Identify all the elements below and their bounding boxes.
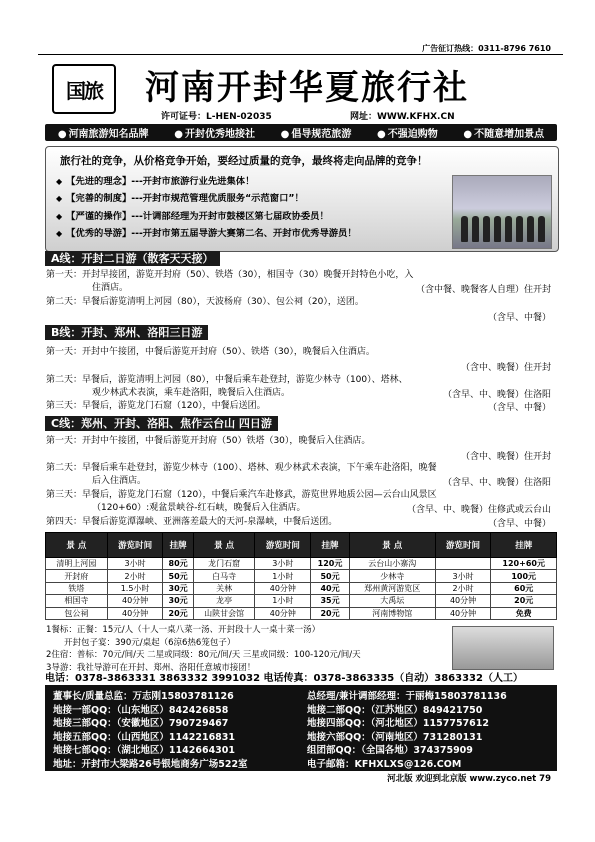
tagline-bar <box>45 124 557 141</box>
logo-text: 国旅 <box>66 78 102 103</box>
service-notes <box>46 624 361 674</box>
table-cell: 2小时 <box>107 570 163 582</box>
table-cell: 3小时 <box>107 558 163 570</box>
contact-item: 地接六部QQ：（河南地区）731280131 <box>307 731 483 743</box>
table-cell: 龙亭 <box>193 595 255 607</box>
route-b-day2-meals: （含早、中、晚餐）住洛阳 <box>442 390 551 400</box>
table-cell: 开封府 <box>46 570 108 582</box>
route-c-day4-meals: （含早、中餐） <box>487 519 551 529</box>
advantage-item: ◆ 【先进的理念】---开封市旅游行业先进集体！ <box>56 173 357 190</box>
license-number: 许可证号：L-HEN-02035 <box>161 112 272 122</box>
table-cell: 80元 <box>163 558 193 570</box>
route-c-day1-meals: （含中、晚餐）住开封 <box>460 452 551 462</box>
contact-item: 地接二部QQ：（江苏地区）849421750 <box>307 704 483 716</box>
table-cell: 40分钟 <box>255 582 311 594</box>
route-c-day3-cont: （120+60）:观盆景峡谷-红石峡，晚餐后入住酒店。 <box>92 503 306 513</box>
table-header-cell: 景 点 <box>46 533 108 558</box>
table-cell: 50元 <box>163 570 193 582</box>
table-cell: 山陕甘会馆 <box>193 607 255 619</box>
table-cell: 相国寺 <box>46 595 108 607</box>
top-divider <box>38 54 563 55</box>
route-b-title: B线：开封、郑州、洛阳三日游 <box>45 325 208 340</box>
contact-item: 地址：开封市大梁路26号银地商务广场522室 <box>53 759 248 770</box>
table-cell: 3小时 <box>255 558 311 570</box>
guide-team-photo <box>452 175 552 249</box>
website-link[interactable]: 网址：WWW.KFHX.CN <box>350 112 455 122</box>
table-cell: 40分钟 <box>435 595 491 607</box>
table-cell: 40分钟 <box>107 607 163 619</box>
route-b-day1-meals: （含中、晚餐）住开封 <box>460 363 551 373</box>
table-cell: 30元 <box>163 595 193 607</box>
table-cell: 3小时 <box>435 570 491 582</box>
tag-item: ● 河南旅游知名品牌 <box>58 125 149 140</box>
company-name: 河南开封华夏旅行社 <box>145 68 469 108</box>
table-cell: 40分钟 <box>435 607 491 619</box>
table-row <box>46 558 557 570</box>
table-cell: 铁塔 <box>46 582 108 594</box>
table-cell: 20元 <box>491 595 557 607</box>
table-cell: 白马寺 <box>193 570 255 582</box>
phone-numbers: 电话：0378-3863331 3863332 3991032 电话传真：0378-3863335（自动）3863332（人工） <box>45 673 523 684</box>
table-cell: 60元 <box>491 582 557 594</box>
route-a-day2: 第二天：早餐后游览清明上河园（80），天波杨府（30）、包公祠（20），送团。 <box>46 297 364 307</box>
table-cell: 2小时 <box>435 582 491 594</box>
note-banquet: 开封包子宴：390元/桌起（6涼6热6笼包子） <box>64 637 236 648</box>
table-row <box>46 582 557 594</box>
tag-item: ● 不随意增加景点 <box>463 125 544 140</box>
route-c-title: C线：郑州、开封、洛阳、焦作云台山 四日游 <box>45 416 278 431</box>
route-c-day1: 第一天：开封中午接团，中餐后游览开封府（50）铁塔（30），晚餐后入住酒店。 <box>46 436 371 446</box>
note-hotel: 2住宿：普标：70元/间/天 二星或同级：80元/间/天 三星或同级：100-120元/间/天 <box>46 650 361 660</box>
advantage-item: ◆ 【完善的制度】---开封市规范管理优质服务“示范窗口”！ <box>56 190 357 207</box>
table-cell: 30元 <box>163 582 193 594</box>
table-cell: 河南博物馆 <box>349 607 435 619</box>
company-slogan: 旅行社的竞争，从价格竞争开始，要经过质量的竞争，最终将走向品牌的竞争！ <box>60 155 428 167</box>
contact-item: 地接五部QQ：（山西地区）1142216831 <box>53 731 236 743</box>
advantage-list <box>56 173 357 243</box>
route-c-day4: 第四天：早餐后游览潭瀑峡、亚洲落差最大的天河-泉瀑峡，中餐后送团。 <box>46 517 338 527</box>
table-cell: 20元 <box>163 607 193 619</box>
contact-item: 总经理/兼计调部经理：于丽梅15803781136 <box>307 691 507 702</box>
tag-item: ● 不强迫购物 <box>377 125 438 140</box>
contact-panel <box>45 685 557 771</box>
table-cell: 大禹坛 <box>349 595 435 607</box>
table-cell: 120+60元 <box>491 558 557 570</box>
advantage-item: ◆ 【严谨的操作】---计调部经理为开封市鼓楼区第七届政协委员！ <box>56 208 357 225</box>
table-cell: 1小时 <box>255 570 311 582</box>
table-header-cell: 挂牌 <box>311 533 350 558</box>
table-header-cell: 景 点 <box>193 533 255 558</box>
table-header-cell: 游览时间 <box>255 533 311 558</box>
landmark-building-image <box>452 626 554 670</box>
table-header-cell: 挂牌 <box>491 533 557 558</box>
tag-item: ● 开封优秀地接社 <box>174 125 255 140</box>
contact-item: 地接三部QQ：（安徽地区）790729467 <box>53 718 229 730</box>
note-meals: 1餐标：正餐：15元/人（十人一桌八菜一汤、开封段十人一桌十菜一汤） <box>46 625 321 635</box>
table-cell: 关林 <box>193 582 255 594</box>
company-logo <box>52 64 116 114</box>
table-cell: 120元 <box>311 558 350 570</box>
tag-item: ● 倡导规范旅游 <box>281 125 352 140</box>
contact-item: 董事长/质量总监：万志刚15803781126 <box>53 691 234 702</box>
contact-item: 地接一部QQ：（山东地区）842426858 <box>53 704 229 716</box>
table-cell: 100元 <box>491 570 557 582</box>
route-b-day3: 第三天：早餐后，游览龙门石窟（120），中餐后送团。 <box>46 401 266 411</box>
route-b-day2: 第二天：早餐后，游览清明上河园（80），中餐后乘车赴登封，游览少林寺（100）、塔林、 <box>46 375 408 385</box>
table-cell: 少林寺 <box>349 570 435 582</box>
route-c-day2: 第二天：早餐后乘车赴登封，游览少林寺（100）、塔林、观少林武术表演，下午乘车赴洛阳，晚餐 <box>46 463 437 473</box>
route-c-day3-meals: （含早、中、晚餐）住修武或云台山 <box>406 505 551 515</box>
table-cell: 1.5小时 <box>107 582 163 594</box>
route-a-day1: 第一天：开封早接团，游览开封府（50）、铁塔（30），相国寺（30）晚餐开封特色小吃，入 <box>46 270 414 280</box>
table-cell: 1小时 <box>255 595 311 607</box>
table-cell: 40分钟 <box>255 607 311 619</box>
table-cell: 龙门石窟 <box>193 558 255 570</box>
table-row <box>46 570 557 582</box>
table-cell: 云台山小寨沟 <box>349 558 435 570</box>
advantage-item: ◆ 【优秀的导游】---开封市第五届导游大赛第二名、开封市优秀导游员！ <box>56 225 357 242</box>
table-cell: 20元 <box>311 607 350 619</box>
table-header-cell: 游览时间 <box>107 533 163 558</box>
table-header-cell: 游览时间 <box>435 533 491 558</box>
route-b-day3-meals: （含早、中餐） <box>487 403 551 413</box>
contact-item: 地接七部QQ：（湖北地区）1142664301 <box>53 745 236 757</box>
note-guide: 3导游：我社导游可在开封、郑州、洛阳任意城市接团！ <box>46 662 256 673</box>
table-cell: 40元 <box>311 582 350 594</box>
ad-hotline: 广告征订热线：0311-8796 7610 <box>422 44 551 53</box>
route-a-day1-cont: 住酒店。 <box>92 283 129 293</box>
route-a-title: A线：开封二日游（散客天天接） <box>45 251 220 266</box>
table-cell: 包公祠 <box>46 607 108 619</box>
route-c-day3: 第三天：早餐后，游览龙门石窟（120），中餐后乘汽车赴修武，游览世界地质公园—云台山风景区 <box>46 490 437 500</box>
route-a-day1-meals: （含中餐、晚餐客人自理）住开封 <box>415 285 551 295</box>
page-footer: 河北版 欢迎到北京版 www.zyco.net 79 <box>387 774 551 784</box>
attraction-price-table <box>45 532 557 620</box>
table-header-cell: 挂牌 <box>163 533 193 558</box>
table-row <box>46 607 557 619</box>
route-c-day2-meals: （含早、中、晚餐）住洛阳 <box>442 478 551 488</box>
company-intro-box <box>45 146 559 252</box>
route-c-day2-cont: 后入住酒店。 <box>92 476 147 486</box>
contact-item: 地接四部QQ：（河北地区）1157757612 <box>307 718 490 730</box>
route-b-day1: 第一天：开封中午接团，中餐后游览开封府（50）、铁塔（30），晚餐后入住酒店。 <box>46 347 375 357</box>
table-row <box>46 595 557 607</box>
contact-item: 组团部QQ：（全国各地）374375909 <box>307 745 473 757</box>
table-cell: 清明上河园 <box>46 558 108 570</box>
route-a-day2-meals: （含早、中餐） <box>487 313 551 323</box>
table-cell: 免费 <box>491 607 557 619</box>
contact-item: 电子邮箱：KFHXLXS@126.COM <box>307 759 462 770</box>
table-cell: 50元 <box>311 570 350 582</box>
table-cell: 35元 <box>311 595 350 607</box>
table-cell <box>435 558 491 570</box>
table-cell: 郑州黄河游览区 <box>349 582 435 594</box>
route-b-day2-cont: 观少林武术表演，乘车赴洛阳，晚餐后入住酒店。 <box>92 388 291 398</box>
table-header-cell: 景 点 <box>349 533 435 558</box>
table-cell: 40分钟 <box>107 595 163 607</box>
